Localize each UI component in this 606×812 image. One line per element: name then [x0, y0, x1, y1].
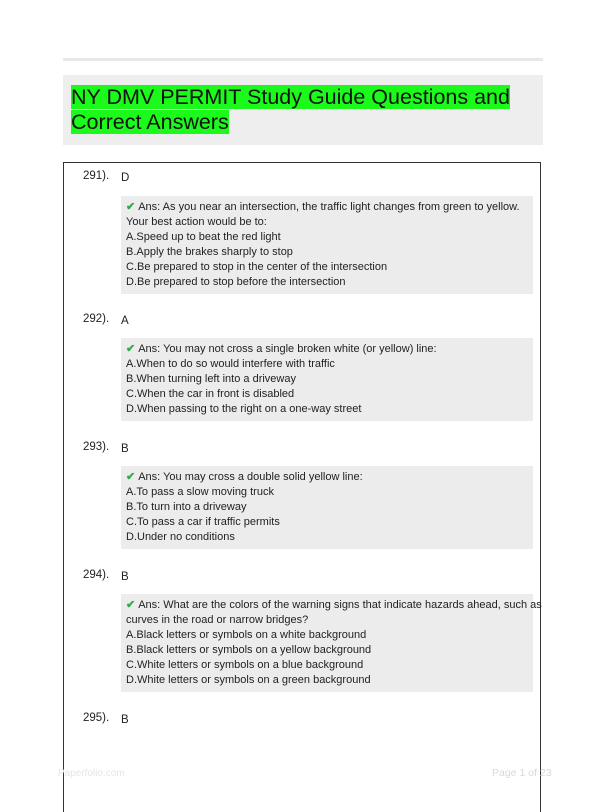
- question-number: 291).: [83, 170, 110, 182]
- check-icon: ✔: [126, 201, 136, 213]
- option-a: A.Speed up to beat the red light: [126, 231, 281, 243]
- question-answer-letter: B: [121, 571, 129, 583]
- answer-prompt-line-2: curves in the road or narrow bridges?: [126, 614, 309, 626]
- answer-prompt-line-2: Your best action would be to:: [126, 216, 267, 228]
- option-b: B.To turn into a driveway: [126, 501, 247, 513]
- answer-prompt-line-1: ✔ Ans: You may cross a double solid yellow line:: [126, 471, 363, 483]
- page-number: Page 1 of 23: [492, 767, 552, 779]
- answer-box: [121, 196, 533, 294]
- question-answer-letter: B: [121, 714, 129, 726]
- option-c: C.White letters or symbols on a blue background: [126, 659, 364, 671]
- answer-prompt-line-1: ✔ Ans: You may not cross a single broken white (or yellow) line:: [126, 343, 437, 355]
- page-title: [71, 85, 510, 135]
- title-banner: [63, 75, 543, 145]
- top-divider: [63, 58, 543, 61]
- question-answer-letter: A: [121, 315, 129, 327]
- check-icon: ✔: [126, 471, 136, 483]
- footer-watermark: Paperfolio.com: [58, 768, 125, 779]
- check-icon: ✔: [126, 599, 136, 611]
- option-a: A.When to do so would interfere with traffic: [126, 358, 335, 370]
- option-d: D.Be prepared to stop before the intersection: [126, 276, 346, 288]
- option-d: D.White letters or symbols on a green background: [126, 674, 371, 686]
- questions-container: [63, 162, 541, 812]
- check-icon: ✔: [126, 343, 136, 355]
- option-b: B.Black letters or symbols on a yellow background: [126, 644, 372, 656]
- option-b: B.Apply the brakes sharply to stop: [126, 246, 293, 258]
- question-number: 295).: [83, 712, 110, 724]
- answer-prompt-line-1: ✔ Ans: What are the colors of the warning signs that indicate hazards ahead, such as: [126, 599, 542, 611]
- answer-box: [121, 338, 533, 421]
- answer-prompt-line-1: ✔ Ans: As you near an intersection, the traffic light changes from green to yellow.: [126, 201, 520, 213]
- question-answer-letter: B: [121, 443, 129, 455]
- title-line-1: NY DMV PERMIT Study Guide Questions and: [71, 85, 510, 109]
- option-d: D.Under no conditions: [126, 531, 235, 543]
- title-line-2: Correct Answers: [71, 110, 229, 134]
- option-a: A.Black letters or symbols on a white background: [126, 629, 367, 641]
- question-number: 294).: [83, 569, 110, 581]
- option-c: C.To pass a car if traffic permits: [126, 516, 280, 528]
- option-a: A.To pass a slow moving truck: [126, 486, 274, 498]
- question-number: 293).: [83, 441, 110, 453]
- question-number: 292).: [83, 313, 110, 325]
- option-d: D.When passing to the right on a one-way street: [126, 403, 362, 415]
- option-c: C.Be prepared to stop in the center of the intersection: [126, 261, 388, 273]
- question-answer-letter: D: [121, 172, 130, 184]
- option-c: C.When the car in front is disabled: [126, 388, 295, 400]
- answer-box: [121, 594, 542, 692]
- option-b: B.When turning left into a driveway: [126, 373, 296, 385]
- answer-box: [121, 466, 533, 549]
